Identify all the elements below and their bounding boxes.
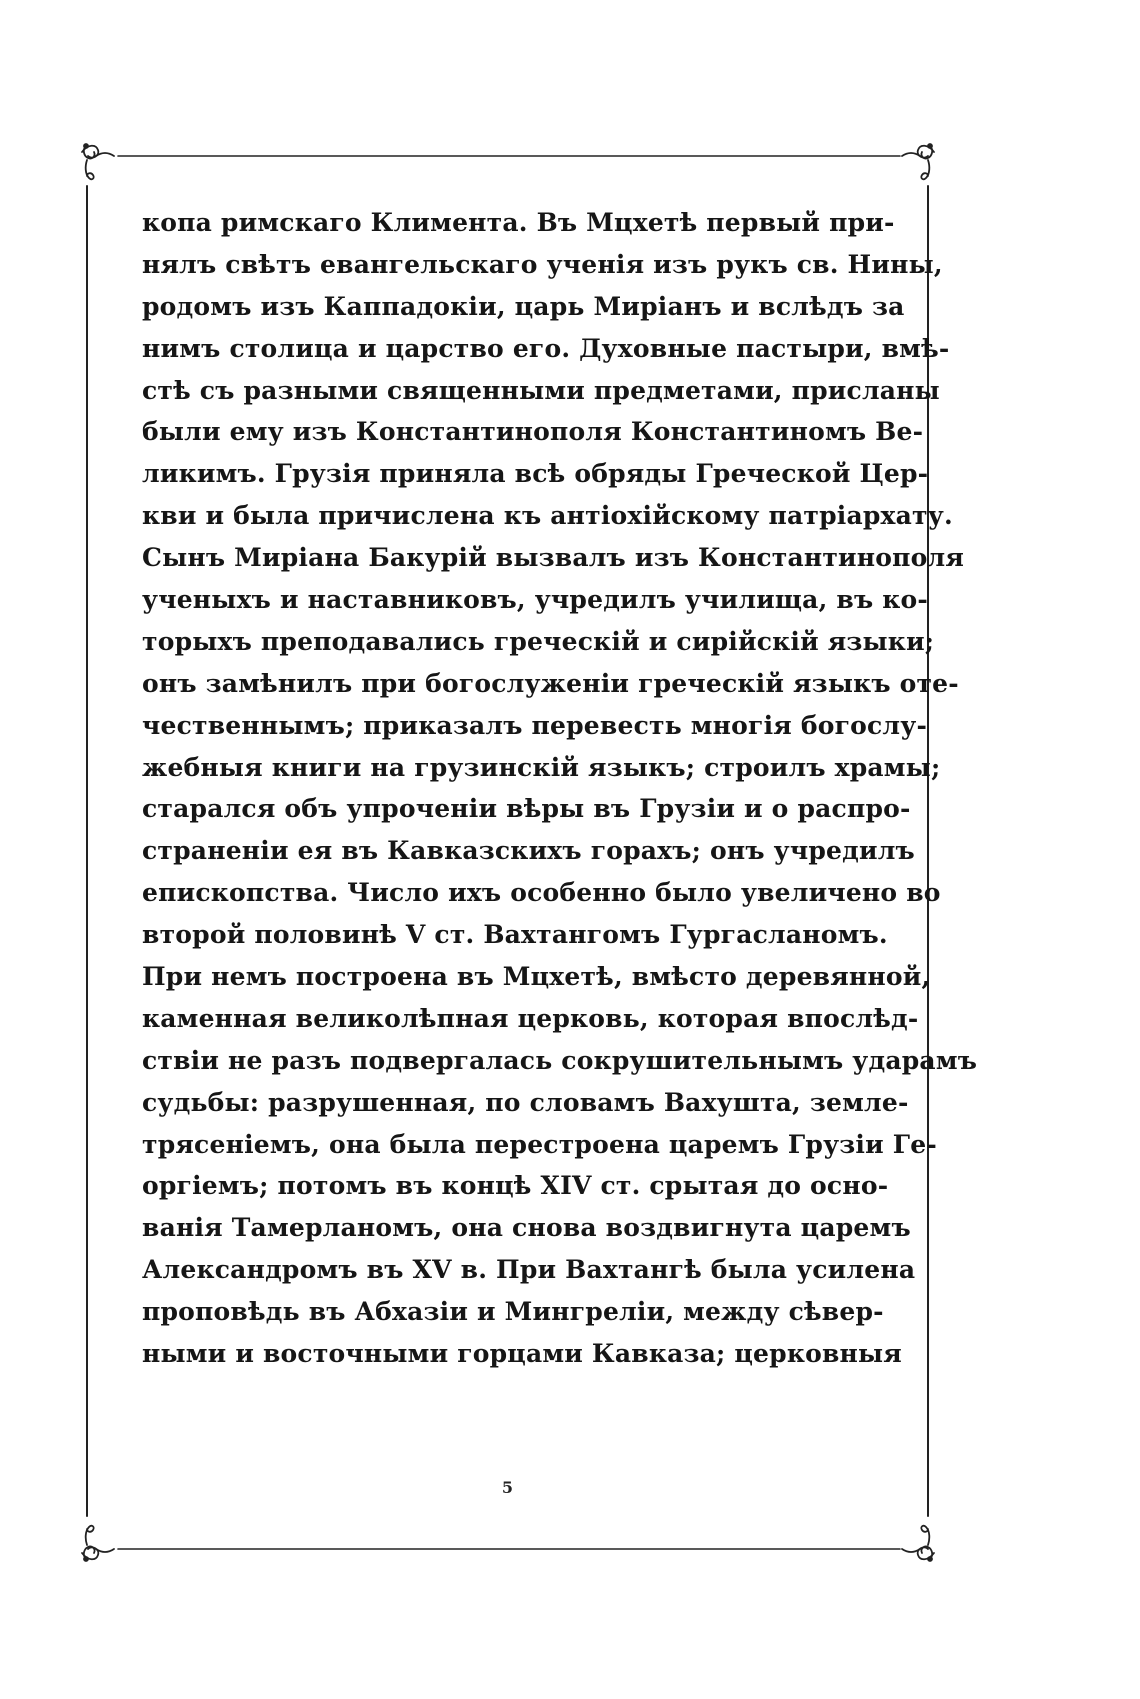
text-line: ликимъ. Грузія приняла всѣ обряды Греческой Цер- xyxy=(142,459,929,489)
text-line: При немъ построена въ Мцхетѣ, вмѣсто деревянной, xyxy=(142,962,931,992)
text-line: торыхъ преподавались греческій и сирійскій языки; xyxy=(142,626,935,656)
text-line: оргіемъ; потомъ въ концѣ XIV ст. срытая до осно- xyxy=(142,1171,889,1201)
text-line: страненіи ея въ Кавказскихъ горахъ; онъ учредилъ xyxy=(142,836,915,866)
text-line: Александромъ въ XV в. При Вахтангѣ была усилена xyxy=(142,1255,916,1285)
flourish-bottom-right-icon xyxy=(902,1526,934,1561)
text-line: копа римскаго Климента. Въ Мцхетѣ первый при- xyxy=(142,208,895,237)
text-line: епископства. Число ихъ особенно было увеличено во xyxy=(142,878,941,908)
text-line: были ему изъ Константинополя Константиномъ Ве- xyxy=(142,417,924,447)
text-line: ными и восточными горцами Кавказа; церковныя xyxy=(142,1339,902,1369)
text-line: ванія Тамерланомъ, она снова воздвигнута царемъ xyxy=(142,1213,911,1243)
flourish-top-right-icon xyxy=(902,144,934,179)
text-line: онъ замѣнилъ при богослуженіи греческій языкъ оте- xyxy=(142,668,959,698)
text-line: жебныя книги на грузинскій языкъ; строилъ храмы; xyxy=(142,752,941,782)
text-line: кви и была причислена къ антіохійскому патріархату. xyxy=(142,501,953,531)
text-line: родомъ изъ Каппадокіи, царь Миріанъ и вслѣдъ за xyxy=(142,291,905,321)
text-line: Сынъ Миріана Бакурій вызвалъ изъ Константинополя xyxy=(142,543,965,573)
text-line: ствіи не разъ подвергалась сокрушительнымъ ударамъ xyxy=(142,1045,978,1075)
flourish-top-left-icon xyxy=(82,144,114,179)
text-line: чественнымъ; приказалъ перевесть многія богослу- xyxy=(142,710,928,740)
text-line: стѣ съ разными священными предметами, присланы xyxy=(142,375,940,405)
page-number: 5 xyxy=(501,1478,514,1497)
text-line: трясеніемъ, она была перестроена царемъ Грузіи Ге- xyxy=(142,1129,937,1159)
text-line: нялъ свѣтъ евангельскаго ученія изъ рукъ св. Нины, xyxy=(142,249,943,279)
text-line: нимъ столица и царство его. Духовные пастыри, вмѣ- xyxy=(142,333,950,363)
flourish-bottom-left-icon xyxy=(82,1526,114,1561)
text-line: старался объ упроченіи вѣры въ Грузіи и о распро- xyxy=(142,794,911,824)
body-text xyxy=(142,202,978,1375)
text-line: проповѣдь въ Абхазіи и Мингреліи, между сѣвер- xyxy=(142,1297,884,1327)
text-line: каменная великолѣпная церковь, которая впослѣд- xyxy=(142,1003,919,1033)
text-line: второй половинѣ V ст. Вахтангомъ Гургасланомъ. xyxy=(142,920,888,950)
text-line: судьбы: разрушенная, по словамъ Вахушта, земле- xyxy=(142,1087,909,1117)
text-line: ученыхъ и наставниковъ, учредилъ училища, въ ко- xyxy=(142,585,928,615)
